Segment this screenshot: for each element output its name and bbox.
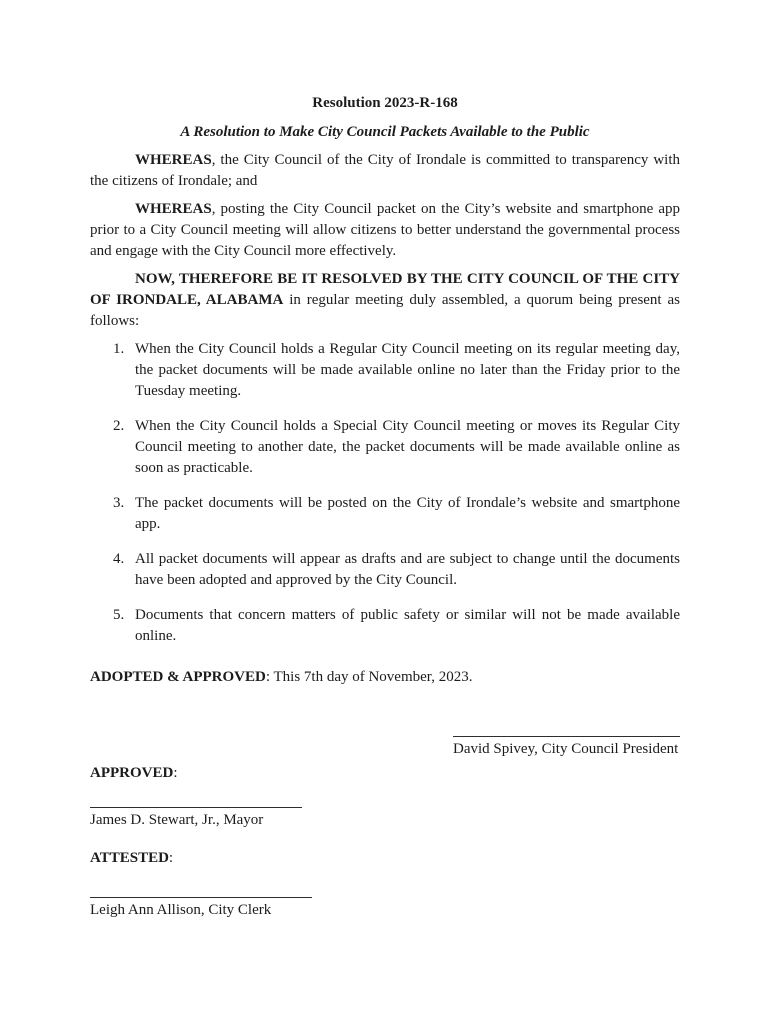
attested-label-colon: : [168,850,174,866]
signature-block-mayor [90,807,302,831]
resolved-lead: NOW, THEREFORE BE IT RESOLVED BY THE CITY COUNCIL OF THE CITY OF IRONDALE, ALABAMA [90,271,680,308]
whereas-paragraph-2 [90,199,680,262]
paragraph-text-2: , posting the City Council packet on the City’s website and smartphone app prior to a City Council meeting will allow citizens to better understand the governmental process and engage with the City Council more effectively. [90,201,680,259]
signature-name-clerk: Leigh Ann Allison, City Clerk [90,902,272,918]
resolution-number-title: Resolution 2023-R-168 [312,95,458,111]
approved-label-text: APPROVED [90,765,174,781]
approved-label-colon: : [173,765,178,781]
list-item-1: When the City Council holds a Regular City Council meeting on its regular meeting day, the packet documents will be made available online no later than the Friday prior to the Tuesday meeting. [135,341,680,399]
resolution-subtitle: A Resolution to Make City Council Packets Available to the Public [180,124,590,140]
whereas-lead-2: WHEREAS [135,201,212,217]
whereas-lead-1: WHEREAS [135,152,212,168]
list-item-5: Documents that concern matters of public safety or similar will not be made available online. [135,607,680,644]
signature-name-mayor: James D. Stewart, Jr., Mayor [90,812,264,828]
list-item-3: The packet documents will be posted on the City of Irondale’s website and smartphone app. [135,495,680,532]
whereas-paragraph-1 [90,150,680,192]
attested-label [90,848,680,869]
adopted-approved-lead: ADOPTED & APPROVED [90,669,266,685]
signature-block-council-president [453,736,680,760]
adopted-approved-text: : This 7th day of November, 2023. [265,669,473,685]
list-item-4: All packet documents will appear as drafts and are subject to change until the documents have been adopted and approved by the City Council. [135,551,680,588]
adopted-approved-line [90,667,680,688]
signature-name-council-president: David Spivey, City Council President [453,741,679,757]
list-item-2: When the City Council holds a Special City Council meeting or moves its Regular City Council meeting to another date, the packet documents will be made available online as soon as practicable. [135,418,680,476]
attested-label-text: ATTESTED [90,850,169,866]
paragraph-text-1: , the City Council of the City of Irondale is committed to transparency with the citizens of Irondale; and [90,152,680,189]
resolved-paragraph [90,269,680,332]
signature-block-clerk [90,897,312,921]
paragraph-text-3: in regular meeting duly assembled, a quorum being present as follows: [90,292,680,329]
resolution-items-list [90,339,680,647]
approved-label [90,763,680,784]
